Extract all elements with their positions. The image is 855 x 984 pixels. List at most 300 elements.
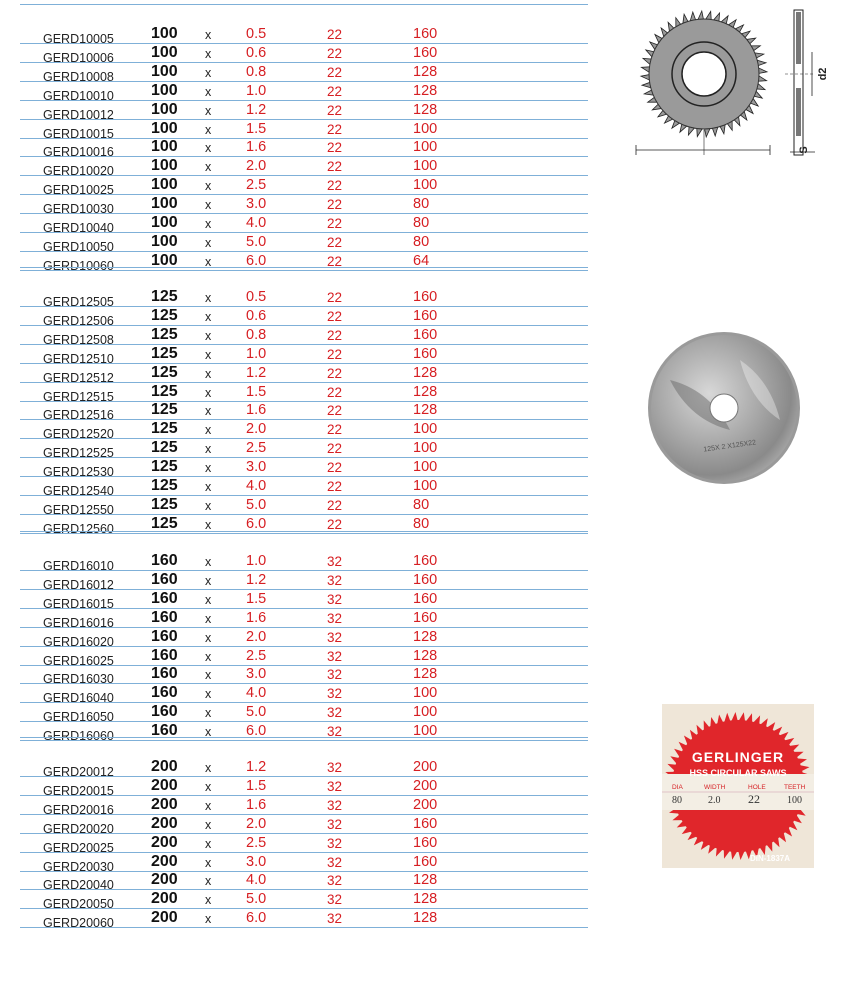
teeth: 128 (413, 383, 438, 400)
diameter: 200 (151, 833, 178, 851)
hole: 22 (327, 216, 343, 231)
times-symbol: x (205, 687, 212, 702)
part-code: GERD10015 (43, 126, 114, 141)
table-row (20, 889, 588, 912)
times-symbol: x (205, 592, 212, 607)
hole: 22 (327, 159, 343, 175)
label-value-width: 2.0 (708, 795, 721, 806)
width: 3.0 (246, 196, 267, 213)
table-row (20, 344, 588, 364)
times-symbol: x (205, 366, 212, 381)
part-code: GERD10020 (43, 164, 114, 179)
hole: 22 (327, 27, 343, 42)
diameter: 125 (151, 514, 178, 532)
times-symbol: x (205, 668, 212, 683)
width: 1.0 (246, 345, 267, 362)
times-symbol: x (205, 855, 212, 870)
times-symbol: x (205, 874, 212, 889)
part-code: GERD12512 (43, 370, 114, 385)
table-row (20, 795, 588, 815)
width: 0.6 (246, 307, 267, 324)
times-symbol: x (205, 423, 212, 438)
teeth: 160 (413, 609, 438, 626)
saw-technical-drawing (600, 0, 855, 170)
hole: 32 (327, 667, 343, 683)
teeth: 128 (413, 628, 438, 645)
diameter: 100 (151, 232, 178, 250)
teeth: 128 (413, 891, 438, 908)
part-code: GERD16050 (43, 710, 114, 725)
hole: 32 (327, 816, 343, 832)
teeth: 200 (413, 759, 438, 775)
part-code: GERD20025 (43, 840, 114, 855)
teeth: 128 (413, 666, 438, 683)
hole: 32 (327, 760, 343, 775)
teeth: 100 (413, 685, 438, 702)
table-row (20, 457, 588, 480)
teeth: 128 (413, 364, 438, 381)
part-code: GERD20060 (43, 916, 114, 931)
table-row (20, 382, 588, 402)
part-code: GERD12506 (43, 313, 114, 328)
width: 1.2 (246, 101, 267, 118)
table-row (20, 627, 588, 647)
hole: 22 (327, 384, 343, 400)
diameter: 160 (151, 703, 178, 721)
part-code: GERD10012 (43, 107, 114, 122)
part-code: GERD20040 (43, 878, 114, 893)
hole: 22 (327, 45, 343, 61)
diameter: 160 (151, 722, 178, 740)
teeth: 128 (413, 647, 438, 664)
part-code: GERD16060 (43, 729, 114, 744)
hole: 32 (327, 648, 343, 664)
width: 0.6 (246, 44, 267, 61)
times-symbol: x (205, 65, 212, 80)
table-row (20, 870, 588, 893)
d2-label: d2 (817, 67, 829, 81)
table-row (20, 852, 588, 872)
part-code: GERD10005 (43, 32, 114, 46)
teeth: 100 (413, 704, 438, 721)
table-row (20, 833, 588, 853)
width: 1.6 (246, 402, 267, 419)
times-symbol: x (205, 291, 212, 305)
table-row (20, 213, 588, 233)
group-top-rule (20, 531, 588, 532)
label-value-teeth: 100 (787, 795, 802, 806)
times-symbol: x (205, 649, 212, 664)
width: 4.0 (246, 478, 267, 494)
hole: 32 (327, 854, 343, 870)
width: 1.5 (246, 777, 267, 794)
width: 1.2 (246, 571, 267, 588)
teeth: 160 (413, 44, 438, 61)
hole: 32 (327, 778, 343, 794)
hole: 22 (327, 422, 343, 438)
times-symbol: x (205, 517, 212, 532)
teeth: 80 (413, 215, 430, 231)
hole: 32 (327, 797, 343, 813)
teeth: 80 (413, 515, 430, 532)
width: 3.0 (246, 853, 267, 870)
hole: 22 (327, 121, 343, 137)
diameter: 160 (151, 684, 178, 702)
width: 2.5 (246, 177, 267, 194)
diameter: 200 (151, 871, 178, 889)
part-code: GERD12560 (43, 521, 114, 536)
times-symbol: x (205, 761, 212, 775)
times-symbol: x (205, 347, 212, 362)
width: 5.0 (246, 233, 267, 250)
width: 2.0 (246, 421, 267, 438)
teeth: 80 (413, 233, 430, 250)
diameter: 100 (151, 81, 178, 99)
teeth: 100 (413, 723, 438, 740)
diameter: 125 (151, 382, 178, 400)
part-code: GERD20030 (43, 859, 114, 874)
diameter: 125 (151, 420, 178, 438)
times-symbol: x (205, 630, 212, 645)
part-code: GERD12530 (43, 465, 114, 480)
table-row (20, 683, 588, 706)
part-code: GERD16015 (43, 596, 114, 611)
part-code: GERD20020 (43, 821, 114, 836)
hole: 22 (327, 197, 343, 213)
diameter: 100 (151, 43, 178, 61)
part-code: GERD12550 (43, 502, 114, 517)
table-row (20, 757, 588, 777)
teeth: 160 (413, 571, 438, 588)
hole: 22 (327, 64, 343, 80)
diameter: 125 (151, 458, 178, 476)
width: 6.0 (246, 252, 267, 269)
part-code: GERD16025 (43, 653, 114, 668)
width: 0.5 (246, 289, 267, 305)
hole: 22 (327, 403, 343, 419)
times-symbol: x (205, 404, 212, 419)
width: 1.6 (246, 796, 267, 813)
hole: 32 (327, 554, 343, 569)
teeth: 100 (413, 120, 438, 137)
hole: 22 (327, 234, 343, 250)
width: 2.0 (246, 628, 267, 645)
teeth: 64 (413, 252, 430, 269)
table-row (20, 589, 588, 609)
teeth: 128 (413, 402, 438, 419)
table-row (20, 43, 588, 63)
part-code: GERD16016 (43, 615, 114, 630)
saw-photo (600, 320, 855, 500)
part-code: GERD10006 (43, 50, 114, 65)
part-code: GERD12516 (43, 408, 114, 423)
table-row (20, 551, 588, 571)
width: 6.0 (246, 515, 267, 532)
hole: 22 (327, 516, 343, 532)
part-code: GERD12520 (43, 427, 114, 442)
table-row (20, 776, 588, 796)
hole: 22 (327, 102, 343, 118)
group-top-rule (20, 737, 588, 738)
group-top-rule (20, 267, 588, 268)
diameter: 125 (151, 306, 178, 324)
label-product: HSS CIRCULAR SAWS (689, 768, 787, 778)
part-code: GERD20015 (43, 783, 114, 798)
teeth: 128 (413, 101, 438, 118)
teeth: 128 (413, 82, 438, 99)
diameter: 100 (151, 195, 178, 213)
part-code: GERD16030 (43, 672, 114, 687)
diameter: 100 (151, 157, 178, 175)
teeth: 128 (413, 63, 438, 80)
table-row (20, 608, 588, 628)
part-code: GERD10016 (43, 145, 114, 160)
diameter: 100 (151, 251, 178, 269)
times-symbol: x (205, 103, 212, 118)
table-row (20, 100, 588, 120)
width: 5.0 (246, 704, 267, 721)
diameter: 160 (151, 646, 178, 664)
table-row (20, 363, 588, 383)
table-row (20, 156, 588, 179)
diameter: 200 (151, 758, 178, 775)
width: 3.0 (246, 459, 267, 476)
hole: 32 (327, 892, 343, 908)
teeth: 160 (413, 289, 438, 305)
width: 0.8 (246, 63, 267, 80)
table-row (20, 24, 588, 44)
part-code: GERD12515 (43, 389, 114, 404)
part-code: GERD10025 (43, 183, 114, 198)
label-header-width: WIDTH (704, 784, 726, 791)
table-row (20, 81, 588, 101)
diameter: 125 (151, 495, 178, 513)
width: 1.5 (246, 590, 267, 607)
table-row (20, 232, 588, 252)
teeth: 100 (413, 478, 438, 494)
width: 1.5 (246, 383, 267, 400)
label-brand: GERLINGER (691, 749, 785, 765)
diameter: 100 (151, 100, 178, 118)
teeth: 80 (413, 496, 430, 513)
teeth: 128 (413, 872, 438, 889)
part-code: GERD10010 (43, 88, 114, 103)
hole: 22 (327, 346, 343, 362)
diameter: 125 (151, 344, 178, 362)
table-row (20, 664, 588, 687)
label-value-hole: 22 (748, 792, 760, 806)
diameter: 125 (151, 288, 178, 305)
diameter: 160 (151, 665, 178, 683)
table-row (20, 438, 588, 461)
teeth: 160 (413, 853, 438, 870)
part-code: GERD12510 (43, 351, 114, 366)
times-symbol: x (205, 179, 212, 194)
part-code: GERD12525 (43, 446, 114, 461)
times-symbol: x (205, 912, 212, 927)
teeth: 160 (413, 834, 438, 851)
part-code: GERD16020 (43, 634, 114, 649)
part-code: GERD20050 (43, 897, 114, 912)
part-code: GERD12508 (43, 332, 114, 347)
times-symbol: x (205, 442, 212, 457)
width: 4.0 (246, 215, 267, 231)
times-symbol: x (205, 122, 212, 137)
part-code: GERD10060 (43, 258, 114, 273)
diameter: 200 (151, 795, 178, 813)
times-symbol: x (205, 28, 212, 42)
table-row (20, 646, 588, 666)
times-symbol: x (205, 84, 212, 99)
times-symbol: x (205, 498, 212, 513)
diameter: 160 (151, 570, 178, 588)
hole: 22 (327, 140, 343, 156)
width: 2.0 (246, 158, 267, 175)
part-code: GERD10050 (43, 239, 114, 254)
width: 6.0 (246, 723, 267, 740)
diameter: 125 (151, 477, 178, 494)
teeth: 100 (413, 459, 438, 476)
width: 3.0 (246, 666, 267, 683)
image-column (600, 0, 855, 984)
times-symbol: x (205, 141, 212, 156)
width: 0.8 (246, 326, 267, 343)
hole: 22 (327, 308, 343, 324)
times-symbol: x (205, 160, 212, 175)
times-symbol: x (205, 235, 212, 250)
diameter: 100 (151, 25, 178, 42)
diameter: 125 (151, 439, 178, 457)
diameter: 125 (151, 401, 178, 419)
teeth: 160 (413, 815, 438, 832)
width: 6.0 (246, 910, 267, 927)
teeth: 160 (413, 26, 438, 42)
times-symbol: x (205, 46, 212, 61)
hole: 22 (327, 253, 343, 269)
width: 1.5 (246, 120, 267, 137)
teeth: 160 (413, 345, 438, 362)
hole: 22 (327, 290, 343, 305)
table-row (20, 814, 588, 834)
part-code: GERD20012 (43, 765, 114, 779)
width: 2.0 (246, 815, 267, 832)
width: 2.5 (246, 647, 267, 664)
hole: 22 (327, 83, 343, 99)
times-symbol: x (205, 309, 212, 324)
hole: 32 (327, 835, 343, 851)
table-row (20, 325, 588, 345)
diameter: 100 (151, 119, 178, 137)
table-row (20, 175, 588, 198)
hole: 22 (327, 441, 343, 457)
hole: 32 (327, 610, 343, 626)
diameter: 125 (151, 363, 178, 381)
diameter: 200 (151, 776, 178, 794)
label-standard: DIN-1837A (749, 854, 791, 863)
hole: 22 (327, 365, 343, 381)
times-symbol: x (205, 779, 212, 794)
times-symbol: x (205, 555, 212, 569)
part-code: GERD10030 (43, 202, 114, 217)
hole: 32 (327, 873, 343, 889)
diameter: 100 (151, 138, 178, 156)
table-row (20, 570, 588, 590)
width: 1.6 (246, 609, 267, 626)
hole: 22 (327, 460, 343, 476)
width: 2.5 (246, 834, 267, 851)
hole: 32 (327, 629, 343, 645)
part-code: GERD10040 (43, 221, 114, 235)
diameter: 160 (151, 552, 178, 569)
label-value-dia: 80 (672, 795, 682, 806)
teeth: 80 (413, 196, 430, 213)
part-code: GERD16040 (43, 691, 114, 706)
width: 1.2 (246, 364, 267, 381)
teeth: 100 (413, 139, 438, 156)
teeth: 100 (413, 421, 438, 438)
table-row (20, 400, 588, 423)
hole: 32 (327, 705, 343, 721)
width: 5.0 (246, 891, 267, 908)
teeth: 160 (413, 553, 438, 569)
label-header-hole: HOLE (748, 784, 766, 791)
teeth: 200 (413, 796, 438, 813)
table-row (20, 702, 588, 725)
times-symbol: x (205, 893, 212, 908)
times-symbol: x (205, 328, 212, 343)
teeth: 100 (413, 177, 438, 194)
table-row (20, 62, 588, 82)
diameter: 100 (151, 176, 178, 194)
part-code: GERD12540 (43, 484, 114, 498)
table-row (20, 137, 588, 160)
table-row (20, 495, 588, 515)
times-symbol: x (205, 725, 212, 740)
width: 1.0 (246, 553, 267, 569)
times-symbol: x (205, 611, 212, 626)
hole: 32 (327, 686, 343, 702)
part-code: GERD20016 (43, 802, 114, 817)
hole: 32 (327, 724, 343, 740)
part-code: GERD10008 (43, 69, 114, 84)
times-symbol: x (205, 798, 212, 813)
diameter: 200 (151, 890, 178, 908)
gerlinger-package-label (662, 704, 814, 868)
table-row (20, 721, 588, 744)
diameter: 100 (151, 214, 178, 231)
times-symbol: x (205, 706, 212, 721)
times-symbol: x (205, 254, 212, 269)
teeth: 128 (413, 910, 438, 927)
diameter: 200 (151, 852, 178, 870)
times-symbol: x (205, 817, 212, 832)
label-header-dia: DIA (672, 784, 683, 791)
width: 2.5 (246, 440, 267, 457)
hole: 32 (327, 591, 343, 607)
diameter: 160 (151, 608, 178, 626)
part-code: GERD16012 (43, 577, 114, 592)
width: 4.0 (246, 685, 267, 702)
label-header-teeth: TEETH (784, 784, 806, 791)
table-row (20, 194, 588, 217)
table-row (20, 306, 588, 326)
teeth: 100 (413, 440, 438, 457)
diameter: 160 (151, 589, 178, 607)
width: 1.2 (246, 759, 267, 775)
diameter: 125 (151, 325, 178, 343)
hole: 32 (327, 911, 343, 927)
diameter: 100 (151, 62, 178, 80)
